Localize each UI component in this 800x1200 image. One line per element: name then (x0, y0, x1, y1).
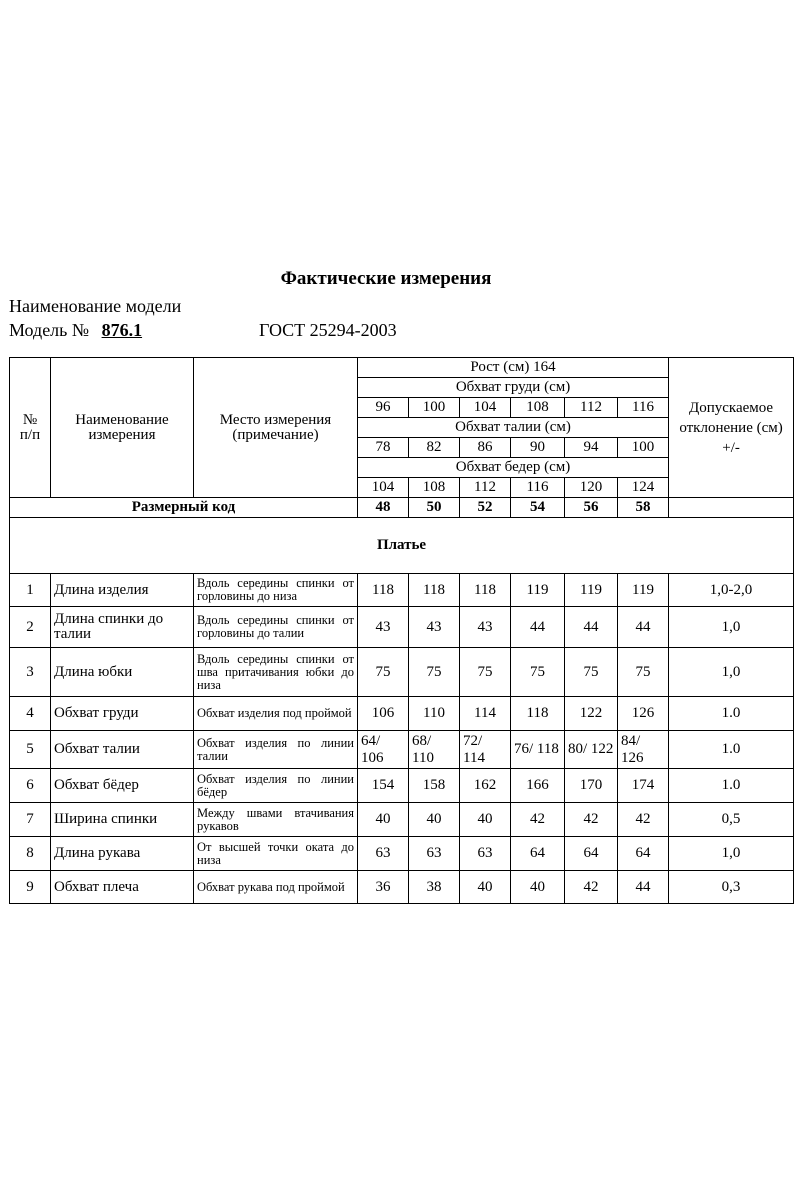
row-value: 63 (358, 837, 409, 871)
chest-size-cell: 108 (511, 398, 565, 418)
row-value: 122 (565, 697, 618, 731)
row-measure-name: Длина рукава (51, 837, 194, 871)
row-value: 44 (618, 871, 669, 904)
header-place: Место измерения (примечание) (194, 358, 358, 498)
size-code-cell: 56 (565, 498, 618, 518)
row-value: 119 (565, 574, 618, 607)
row-measure-name: Обхват бёдер (51, 769, 194, 803)
row-value: 40 (460, 803, 511, 837)
row-value: 80/ 122 (565, 731, 618, 769)
row-measure-place: Обхват изделия по линии бёдер (194, 769, 358, 803)
row-value: 64/ 106 (358, 731, 409, 769)
row-measure-place: Обхват изделия под проймой (194, 697, 358, 731)
row-value: 64 (618, 837, 669, 871)
row-number: 3 (10, 648, 51, 697)
row-value: 170 (565, 769, 618, 803)
row-value: 118 (460, 574, 511, 607)
row-measure-place: Вдоль середины спинки от горловины до талии (194, 607, 358, 648)
row-number: 9 (10, 871, 51, 904)
row-value: 158 (409, 769, 460, 803)
row-value: 40 (511, 871, 565, 904)
header-height: Рост (см) 164 (358, 358, 669, 378)
row-measure-name: Длина спинки до талии (51, 607, 194, 648)
row-number: 5 (10, 731, 51, 769)
hips-size-cell: 120 (565, 478, 618, 498)
hips-size-cell: 124 (618, 478, 669, 498)
waist-size-cell: 100 (618, 438, 669, 458)
hips-size-cell: 108 (409, 478, 460, 498)
waist-size-cell: 82 (409, 438, 460, 458)
chest-size-cell: 100 (409, 398, 460, 418)
row-value: 162 (460, 769, 511, 803)
model-number: 876.1 (101, 320, 143, 340)
row-value: 40 (460, 871, 511, 904)
row-value: 119 (618, 574, 669, 607)
row-measure-place: Вдоль середины спинки от шва притачивания юбки до низа (194, 648, 358, 697)
row-measure-place: Вдоль середины спинки от горловины до низа (194, 574, 358, 607)
row-value: 118 (409, 574, 460, 607)
row-value: 63 (460, 837, 511, 871)
row-value: 119 (511, 574, 565, 607)
row-value: 44 (565, 607, 618, 648)
row-tolerance: 0,3 (669, 871, 794, 904)
size-code-cell: 58 (618, 498, 669, 518)
row-value: 76/ 118 (511, 731, 565, 769)
row-value: 44 (618, 607, 669, 648)
row-measure-place: Между швами втачивания рукавов (194, 803, 358, 837)
row-value: 72/ 114 (460, 731, 511, 769)
row-tolerance: 1.0 (669, 769, 794, 803)
section-title: Платье (10, 518, 794, 574)
waist-size-cell: 90 (511, 438, 565, 458)
row-value: 42 (565, 871, 618, 904)
row-value: 42 (511, 803, 565, 837)
row-value: 106 (358, 697, 409, 731)
table-row (10, 837, 794, 871)
row-value: 110 (409, 697, 460, 731)
row-value: 64 (565, 837, 618, 871)
row-measure-name: Обхват груди (51, 697, 194, 731)
row-value: 64 (511, 837, 565, 871)
size-code-empty-cell (669, 498, 794, 518)
waist-size-cell: 78 (358, 438, 409, 458)
header-waist-label: Обхват талии (см) (358, 418, 669, 438)
row-tolerance: 1,0 (669, 648, 794, 697)
row-value: 174 (618, 769, 669, 803)
row-value: 42 (618, 803, 669, 837)
row-number: 1 (10, 574, 51, 607)
size-code-cell: 54 (511, 498, 565, 518)
row-value: 68/ 110 (409, 731, 460, 769)
table-row (10, 697, 794, 731)
row-tolerance: 1,0 (669, 607, 794, 648)
size-code-label: Размерный код (10, 498, 358, 518)
row-value: 118 (511, 697, 565, 731)
row-value: 43 (460, 607, 511, 648)
row-value: 75 (358, 648, 409, 697)
waist-size-cell: 94 (565, 438, 618, 458)
row-value: 75 (565, 648, 618, 697)
row-value: 43 (358, 607, 409, 648)
header-tolerance: Допускаемое отклонение (см) +/- (669, 358, 794, 498)
table-row (10, 769, 794, 803)
chest-size-cell: 112 (565, 398, 618, 418)
model-line (9, 320, 609, 341)
table-row (10, 607, 794, 648)
table-row (10, 574, 794, 607)
row-value: 118 (358, 574, 409, 607)
row-tolerance: 1.0 (669, 731, 794, 769)
row-value: 43 (409, 607, 460, 648)
row-number: 6 (10, 769, 51, 803)
hips-size-cell: 104 (358, 478, 409, 498)
row-value: 75 (618, 648, 669, 697)
row-number: 4 (10, 697, 51, 731)
row-measure-place: От высшей точки оката до низа (194, 837, 358, 871)
chest-size-cell: 104 (460, 398, 511, 418)
row-value: 166 (511, 769, 565, 803)
row-value: 38 (409, 871, 460, 904)
header-num: № п/п (10, 358, 51, 498)
header-name: Наименование измерения (51, 358, 194, 498)
row-tolerance: 1,0 (669, 837, 794, 871)
row-value: 44 (511, 607, 565, 648)
table-row (10, 731, 794, 769)
row-measure-name: Обхват талии (51, 731, 194, 769)
hips-size-cell: 116 (511, 478, 565, 498)
model-name-label: Наименование модели (9, 296, 182, 316)
row-value: 40 (358, 803, 409, 837)
row-value: 40 (409, 803, 460, 837)
table-row (10, 871, 794, 904)
page-title: Фактические измерения (280, 268, 492, 289)
row-measure-place: Обхват изделия по линии талии (194, 731, 358, 769)
table-row (10, 648, 794, 697)
row-number: 7 (10, 803, 51, 837)
row-value: 42 (565, 803, 618, 837)
header-chest-label: Обхват груди (см) (358, 378, 669, 398)
row-value: 126 (618, 697, 669, 731)
model-label: Модель № (9, 320, 90, 340)
row-number: 2 (10, 607, 51, 648)
hips-size-cell: 112 (460, 478, 511, 498)
row-value: 36 (358, 871, 409, 904)
chest-size-cell: 96 (358, 398, 409, 418)
row-value: 114 (460, 697, 511, 731)
chest-size-cell: 116 (618, 398, 669, 418)
row-value: 154 (358, 769, 409, 803)
row-value: 75 (511, 648, 565, 697)
table-row (10, 803, 794, 837)
row-value: 75 (409, 648, 460, 697)
row-value: 84/ 126 (618, 731, 669, 769)
waist-size-cell: 86 (460, 438, 511, 458)
row-measure-name: Ширина спинки (51, 803, 194, 837)
row-tolerance: 1,0-2,0 (669, 574, 794, 607)
row-measure-name: Длина изделия (51, 574, 194, 607)
size-code-cell: 50 (409, 498, 460, 518)
size-code-cell: 52 (460, 498, 511, 518)
gost-standard: ГОСТ 25294-2003 (259, 320, 397, 340)
measurements-table (9, 357, 794, 904)
row-measure-name: Обхват плеча (51, 871, 194, 904)
row-measure-name: Длина юбки (51, 648, 194, 697)
row-value: 63 (409, 837, 460, 871)
header-hips-label: Обхват бедер (см) (358, 458, 669, 478)
row-value: 75 (460, 648, 511, 697)
row-measure-place: Обхват рукава под проймой (194, 871, 358, 904)
row-tolerance: 0,5 (669, 803, 794, 837)
row-number: 8 (10, 837, 51, 871)
row-tolerance: 1.0 (669, 697, 794, 731)
size-code-cell: 48 (358, 498, 409, 518)
